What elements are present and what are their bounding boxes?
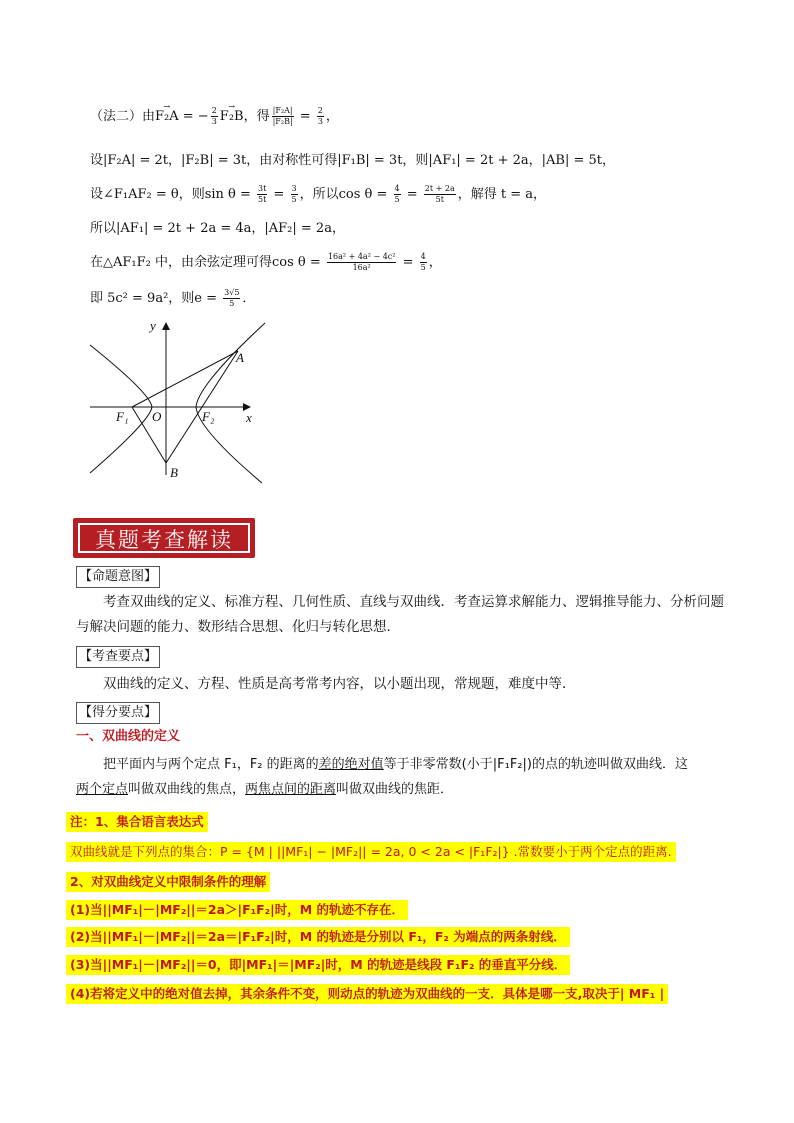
label-y: y — [150, 318, 156, 333]
numerator: 4 — [420, 252, 426, 261]
banner-title: 真题考查解读 — [95, 528, 233, 552]
numerator: 2 — [211, 106, 217, 115]
label-f2: F₂ — [202, 409, 215, 424]
text: ， — [325, 109, 339, 124]
intent-text: 考查双曲线的定义、标准方程、几何性质、直线与双曲线．考查运算求解能力、逻辑推导能力、分析问题与解决问题的能力、数形结合思想、化归与转化思想． — [76, 594, 724, 635]
numerator: 3√5 — [224, 288, 240, 297]
text: 即 5c² = 9a²，则e = — [90, 291, 222, 306]
denominator: 5 — [229, 299, 235, 308]
numerator: 2t + 2a — [424, 184, 455, 193]
text: = — [269, 187, 289, 202]
label-a: A — [236, 350, 244, 365]
text: ， — [428, 255, 442, 270]
label-f1: F₁ — [116, 409, 129, 424]
fraction — [272, 106, 294, 127]
text: ． — [242, 291, 256, 306]
solution-line-6 — [90, 288, 255, 309]
text: 把平面内与两个定点 F₁，F₂ 的距离的 — [103, 757, 319, 772]
text: ，解得 t = a， — [457, 187, 547, 202]
text: 叫做双曲线的焦距． — [336, 782, 454, 797]
denominator: 5t — [435, 195, 444, 204]
fraction — [424, 184, 456, 205]
heading-definition: 一、双曲线的定义 — [76, 729, 181, 744]
fraction — [327, 252, 397, 273]
text: = — [402, 187, 422, 202]
label-x: x — [246, 410, 252, 425]
note-case-4: (4)若将定义中的绝对值去掉，其余条件不变，则动点的轨迹为双曲线的一支．具体是哪一支,取决于| MF₁ | — [66, 984, 668, 1004]
note-case-1: (1)当||MF₁|－|MF₂||＝2a＞|F₁F₂|时，M 的轨迹不存在． — [66, 900, 408, 920]
text: 叫做双曲线的焦点， — [128, 782, 246, 797]
line-f1-a — [132, 351, 238, 407]
note-case-2: (2)当||MF₁|－|MF₂||＝2a＝|F₁F₂|时，M 的轨迹是分别以 F₁，F₂ 为端点的两条射线． — [66, 927, 570, 947]
denominator: 5 — [420, 263, 426, 272]
vector-f2b: → F₂B — [220, 107, 244, 127]
fraction — [211, 106, 218, 127]
note-2: 2、对双曲线定义中限制条件的理解 — [66, 872, 270, 892]
denominator: |F₂B| — [272, 117, 293, 126]
text: = — [295, 109, 315, 124]
numerator: 16a² + 4a² − 4c² — [327, 252, 396, 261]
vector-f2a: → F₂A — [155, 107, 179, 127]
hyperbola-figure — [80, 315, 270, 485]
note-1: 注：1、集合语言表达式 — [66, 812, 208, 832]
fraction — [291, 184, 298, 205]
fraction — [223, 288, 240, 309]
solution-line-5 — [90, 252, 442, 273]
denominator: 5 — [291, 195, 297, 204]
label-origin: O — [152, 409, 162, 424]
fraction — [257, 184, 267, 205]
tag-intent: 【命题意图】 — [76, 566, 160, 588]
text: （法二）由 — [90, 109, 156, 124]
solution-line-1 — [90, 106, 339, 127]
denominator: 16a² — [352, 263, 371, 272]
tag-points: 【考查要点】 — [76, 646, 160, 668]
underlined-text: 两焦点间的距离 — [245, 782, 337, 797]
text: 等于非零常数(小于|F₁F₂|)的点的轨迹叫做双曲线．这 — [383, 757, 688, 772]
points-text: 双曲线的定义、方程、性质是高考常考内容，以小题出现，常规题，难度中等． — [103, 676, 576, 692]
underlined-text: 两个定点 — [76, 782, 129, 797]
note-case-3: (3)当||MF₁|－|MF₂||＝0，即|MF₁|＝|MF₂|时，M 的轨迹是线段 F₁F₂ 的垂直平分线． — [66, 955, 570, 975]
solution-line-3 — [90, 184, 546, 205]
section-banner — [73, 518, 255, 558]
solution-line-2: 设|F₂A| = 2t，|F₂B| = 3t，由对称性可得|F₁B| = 3t，则|AF₁| = 2t + 2a，|AB| = 5t， — [90, 153, 615, 168]
solution-line-4: 所以|AF₁| = 2t + 2a = 4a，|AF₂| = 2a， — [90, 221, 345, 236]
fraction — [394, 184, 401, 205]
numerator: 3 — [291, 184, 297, 193]
denominator: 3 — [317, 117, 323, 126]
definition-text — [76, 752, 726, 802]
text: 设∠F₁AF₂ = θ，则sin θ = — [90, 187, 256, 202]
text: ，得 — [243, 109, 270, 124]
text: 在△AF₁F₂ 中，由余弦定理可得cos θ = — [90, 255, 325, 270]
numerator: 4 — [394, 184, 400, 193]
numerator: 3t — [258, 184, 267, 193]
text: ，所以cos θ = — [299, 187, 392, 202]
fraction — [317, 106, 324, 127]
numerator: 2 — [317, 106, 323, 115]
denominator: 3 — [211, 117, 217, 126]
fraction — [420, 252, 427, 273]
label-b: B — [170, 465, 178, 480]
note-set-expression: 双曲线就是下列点的集合：P = {M | ||MF₁| − |MF₂|| = 2a, 0 < 2a < |F₁F₂|} .常数要小于两个定点的距离. — [66, 842, 676, 862]
numerator: |F₂A| — [272, 106, 293, 115]
text: = − — [178, 109, 209, 124]
denominator: 5t — [258, 195, 267, 204]
text: = — [398, 255, 418, 270]
denominator: 5 — [394, 195, 400, 204]
tag-score: 【得分要点】 — [76, 702, 160, 724]
right-branch — [196, 323, 265, 483]
underlined-text: 差的绝对值 — [318, 757, 384, 772]
